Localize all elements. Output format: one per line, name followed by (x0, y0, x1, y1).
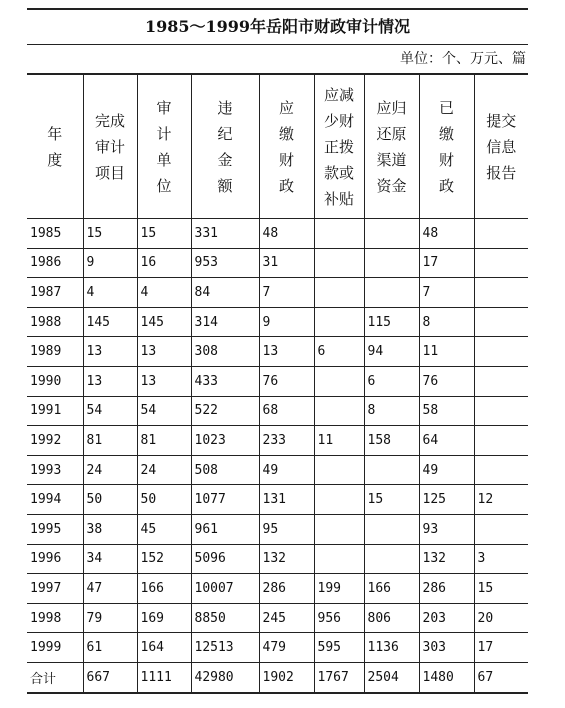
table-row (27, 574, 528, 604)
column-header-line: 纪 (217, 124, 233, 143)
table-cell: 203 (419, 603, 474, 633)
header-row (27, 74, 528, 219)
year-cell: 1998 (27, 603, 83, 633)
table-cell: 13 (137, 337, 191, 367)
total-label: 合计 (27, 662, 83, 692)
total-cell: 1902 (259, 662, 314, 692)
table-row (27, 633, 528, 663)
table-cell: 233 (259, 426, 314, 456)
table-cell: 806 (364, 603, 419, 633)
table-cell: 166 (137, 574, 191, 604)
table-cell: 158 (364, 426, 419, 456)
table-cell: 17 (474, 633, 528, 663)
column-header-line: 信息 (486, 137, 517, 156)
column-header-line: 应 (278, 98, 294, 117)
column-header-line: 额 (217, 176, 233, 195)
column-header-line: 补贴 (323, 189, 354, 208)
table-row (27, 278, 528, 308)
table-cell: 6 (364, 366, 419, 396)
table-body (27, 219, 528, 693)
column-header (191, 74, 259, 219)
table-cell: 81 (83, 426, 137, 456)
table-cell: 49 (259, 455, 314, 485)
table-cell (314, 485, 364, 515)
table-cell: 9 (259, 307, 314, 337)
column-header-line: 渠道 (376, 150, 407, 169)
column-header-line: 缴 (278, 124, 294, 143)
table-cell: 199 (314, 574, 364, 604)
column-header-line: 审计 (94, 137, 125, 156)
year-cell: 1993 (27, 455, 83, 485)
table-cell (474, 248, 528, 278)
table-cell (314, 307, 364, 337)
table-cell: 286 (259, 574, 314, 604)
table-cell: 31 (259, 248, 314, 278)
total-cell: 42980 (191, 662, 259, 692)
table-row (27, 544, 528, 574)
column-header-line: 度 (47, 150, 63, 169)
table-title: 1985～1999年岳阳市财政审计情况 (27, 8, 528, 45)
table-cell: 34 (83, 544, 137, 574)
column-header-line: 正拨 (323, 137, 354, 156)
column-header (137, 74, 191, 219)
table-cell: 595 (314, 633, 364, 663)
table-cell: 15 (137, 219, 191, 249)
total-cell: 2504 (364, 662, 419, 692)
table-cell: 8850 (191, 603, 259, 633)
year-cell: 1987 (27, 278, 83, 308)
table-cell: 1077 (191, 485, 259, 515)
table-cell: 145 (83, 307, 137, 337)
table-cell: 15 (364, 485, 419, 515)
table-cell: 11 (419, 337, 474, 367)
table-cell (364, 248, 419, 278)
table-row (27, 219, 528, 249)
column-header (259, 74, 314, 219)
table-cell: 20 (474, 603, 528, 633)
table-cell: 9 (83, 248, 137, 278)
table-cell (314, 219, 364, 249)
table-cell: 1136 (364, 633, 419, 663)
table-cell: 479 (259, 633, 314, 663)
table-cell: 314 (191, 307, 259, 337)
table-cell: 12 (474, 485, 528, 515)
table-cell: 54 (83, 396, 137, 426)
year-cell: 1994 (27, 485, 83, 515)
year-cell: 1997 (27, 574, 83, 604)
total-cell: 1111 (137, 662, 191, 692)
year-cell: 1999 (27, 633, 83, 663)
column-header-line: 完成 (94, 111, 125, 130)
table-cell: 49 (419, 455, 474, 485)
year-cell: 1986 (27, 248, 83, 278)
table-row (27, 455, 528, 485)
document-page (27, 8, 528, 694)
table-cell: 50 (83, 485, 137, 515)
table-cell (474, 514, 528, 544)
table-cell: 15 (474, 574, 528, 604)
column-header-line: 报告 (486, 163, 517, 182)
table-cell (474, 307, 528, 337)
table-row (27, 426, 528, 456)
table-cell (314, 514, 364, 544)
table-cell: 54 (137, 396, 191, 426)
table-cell: 94 (364, 337, 419, 367)
column-header-text (47, 121, 62, 173)
table-cell: 169 (137, 603, 191, 633)
column-header-text (486, 108, 516, 186)
table-cell: 131 (259, 485, 314, 515)
audit-table (27, 73, 528, 694)
table-cell (474, 426, 528, 456)
table-cell: 303 (419, 633, 474, 663)
table-cell: 6 (314, 337, 364, 367)
table-cell: 15 (83, 219, 137, 249)
table-cell: 508 (191, 455, 259, 485)
table-cell: 8 (364, 396, 419, 426)
table-cell: 93 (419, 514, 474, 544)
table-cell: 12513 (191, 633, 259, 663)
table-cell: 17 (419, 248, 474, 278)
column-header-line: 提交 (486, 111, 517, 130)
table-cell: 953 (191, 248, 259, 278)
table-cell (364, 278, 419, 308)
table-cell: 961 (191, 514, 259, 544)
table-cell: 132 (259, 544, 314, 574)
year-cell: 1989 (27, 337, 83, 367)
column-header-line: 年 (47, 124, 63, 143)
column-header-line: 款或 (323, 163, 354, 182)
column-header-text (324, 82, 354, 212)
table-cell: 4 (83, 278, 137, 308)
table-cell: 245 (259, 603, 314, 633)
table-cell: 24 (137, 455, 191, 485)
year-cell: 1988 (27, 307, 83, 337)
table-cell: 152 (137, 544, 191, 574)
table-cell: 81 (137, 426, 191, 456)
table-cell: 50 (137, 485, 191, 515)
column-header-line: 政 (438, 176, 454, 195)
table-cell (364, 219, 419, 249)
column-header-line: 还原 (376, 124, 407, 143)
table-cell: 308 (191, 337, 259, 367)
table-row (27, 337, 528, 367)
table-cell: 11 (314, 426, 364, 456)
table-cell: 76 (419, 366, 474, 396)
table-cell: 13 (137, 366, 191, 396)
year-cell: 1992 (27, 426, 83, 456)
table-row (27, 485, 528, 515)
table-cell: 16 (137, 248, 191, 278)
column-header (364, 74, 419, 219)
column-header-line: 违 (217, 98, 233, 117)
table-cell: 48 (419, 219, 474, 249)
column-header-line: 应减 (323, 85, 354, 104)
table-cell: 115 (364, 307, 419, 337)
table-cell (314, 455, 364, 485)
table-cell: 3 (474, 544, 528, 574)
table-cell: 64 (419, 426, 474, 456)
year-cell: 1991 (27, 396, 83, 426)
year-cell: 1995 (27, 514, 83, 544)
table-cell: 286 (419, 574, 474, 604)
table-cell: 45 (137, 514, 191, 544)
column-header (419, 74, 474, 219)
column-header-line: 审 (156, 98, 172, 117)
table-cell: 956 (314, 603, 364, 633)
table-cell: 8 (419, 307, 474, 337)
table-cell: 433 (191, 366, 259, 396)
column-header-text (217, 95, 232, 199)
column-header-text (95, 108, 125, 186)
column-header (474, 74, 528, 219)
table-cell: 7 (419, 278, 474, 308)
column-header (27, 74, 83, 219)
table-cell (474, 278, 528, 308)
table-cell (314, 544, 364, 574)
table-row (27, 514, 528, 544)
table-cell: 84 (191, 278, 259, 308)
table-cell (314, 248, 364, 278)
table-cell: 79 (83, 603, 137, 633)
table-cell (364, 514, 419, 544)
column-header-line: 已 (438, 98, 454, 117)
column-header-line: 位 (156, 176, 172, 195)
column-header-line: 金 (217, 150, 233, 169)
column-header-line: 少财 (323, 111, 354, 130)
table-cell: 24 (83, 455, 137, 485)
table-cell: 48 (259, 219, 314, 249)
table-cell: 145 (137, 307, 191, 337)
table-cell (474, 455, 528, 485)
table-cell: 61 (83, 633, 137, 663)
table-cell (474, 219, 528, 249)
table-cell: 13 (259, 337, 314, 367)
column-header-text (439, 95, 454, 199)
column-header (83, 74, 137, 219)
year-cell: 1985 (27, 219, 83, 249)
column-header-line: 资金 (376, 176, 407, 195)
table-cell (364, 455, 419, 485)
table-cell (314, 396, 364, 426)
total-row (27, 662, 528, 692)
year-cell: 1996 (27, 544, 83, 574)
table-cell: 7 (259, 278, 314, 308)
table-cell: 13 (83, 337, 137, 367)
table-cell: 4 (137, 278, 191, 308)
column-header-line: 单 (156, 150, 172, 169)
table-cell: 164 (137, 633, 191, 663)
table-cell: 132 (419, 544, 474, 574)
table-cell (474, 366, 528, 396)
table-cell (314, 366, 364, 396)
table-row (27, 366, 528, 396)
table-cell: 10007 (191, 574, 259, 604)
table-cell: 522 (191, 396, 259, 426)
column-header-text (376, 95, 406, 199)
column-header-line: 缴 (438, 124, 454, 143)
year-cell: 1990 (27, 366, 83, 396)
table-cell (474, 396, 528, 426)
total-cell: 667 (83, 662, 137, 692)
table-cell: 38 (83, 514, 137, 544)
table-cell: 166 (364, 574, 419, 604)
table-cell: 76 (259, 366, 314, 396)
column-header-text (279, 95, 294, 199)
column-header-line: 财 (438, 150, 454, 169)
table-cell (314, 278, 364, 308)
total-cell: 1480 (419, 662, 474, 692)
table-cell: 47 (83, 574, 137, 604)
column-header-text (156, 95, 171, 199)
column-header-line: 项目 (94, 163, 125, 182)
table-cell: 13 (83, 366, 137, 396)
table-cell: 125 (419, 485, 474, 515)
table-cell (474, 337, 528, 367)
column-header-line: 财 (278, 150, 294, 169)
table-row (27, 396, 528, 426)
column-header-line: 计 (156, 124, 172, 143)
table-cell: 5096 (191, 544, 259, 574)
total-cell: 67 (474, 662, 528, 692)
table-cell: 68 (259, 396, 314, 426)
column-header-line: 政 (278, 176, 294, 195)
total-cell: 1767 (314, 662, 364, 692)
column-header-line: 应归 (376, 98, 407, 117)
table-row (27, 603, 528, 633)
table-cell (364, 544, 419, 574)
unit-note: 单位：个、万元、篇 (400, 51, 526, 67)
table-cell: 95 (259, 514, 314, 544)
table-row (27, 248, 528, 278)
table-cell: 331 (191, 219, 259, 249)
table-row (27, 307, 528, 337)
table-cell: 1023 (191, 426, 259, 456)
table-cell: 58 (419, 396, 474, 426)
column-header (314, 74, 364, 219)
